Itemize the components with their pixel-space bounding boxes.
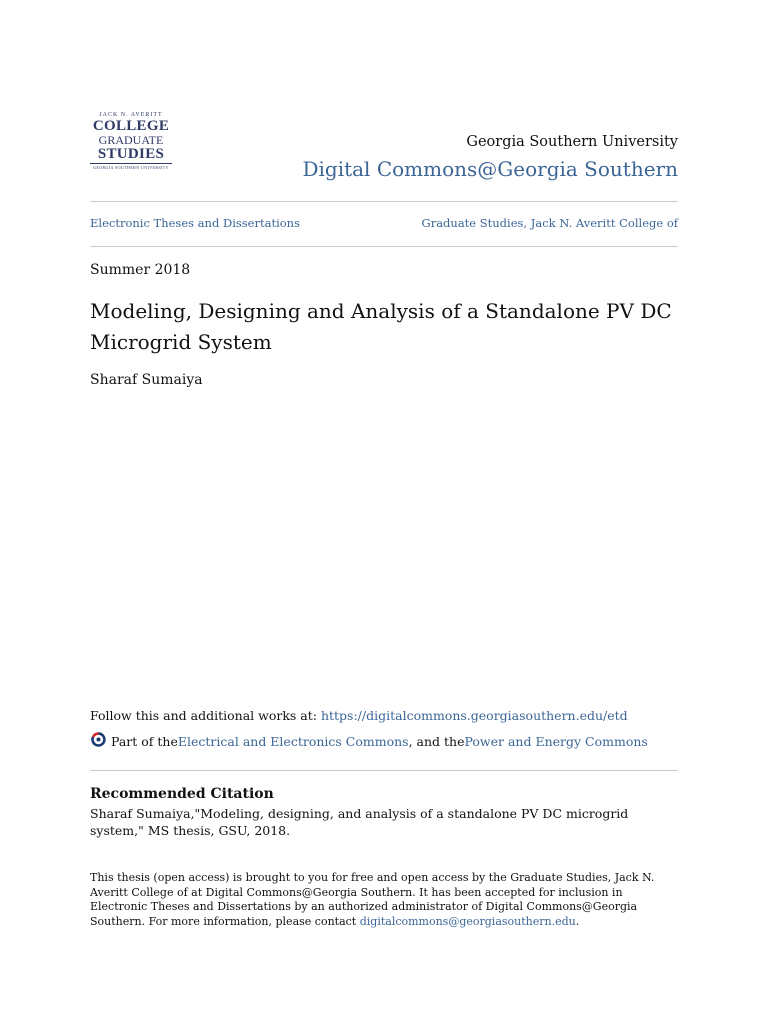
network-commons-icon [90,731,107,748]
breadcrumb-collection-link[interactable]: Electronic Theses and Dissertations [90,216,300,230]
follow-url-link[interactable]: https://digitalcommons.georgiasouthern.edu/etd [320,708,628,723]
divider-top [90,201,678,202]
publication-date: Summer 2018 [90,262,191,278]
part-of-prefix: Part of the [111,734,178,749]
college-logo[interactable] [90,111,172,179]
document-author: Sharaf Sumaiya [90,372,203,388]
citation-heading: Recommended Citation [90,786,274,802]
follow-line [90,708,628,723]
university-name: Georgia Southern University [466,134,678,150]
citation-text: Sharaf Sumaiya,"Modeling, designing, and analysis of a standalone PV DC microgrid system," MS thesis, GSU, 2018. [90,806,629,838]
access-notice-text: This thesis (open access) is brought to you for free and open access by the Graduate Studies, Jack N. Averitt College of at Digital Commons@Georgia Southern. It has been accepted for inclusion in Electronic Theses and Dissertations by an authorized administrator of Digital Commons@Georgia Southern. For more information, please contact [90,871,655,928]
logo-rule [90,163,172,164]
follow-prefix: Follow this and additional works at: [90,708,321,723]
logo-line-2: COLLEGE [92,118,170,134]
logo-line-4: STUDIES [97,146,165,162]
divider-citation [90,770,678,771]
part-of-middle: , and the [408,734,465,749]
access-notice-end: . [575,914,580,928]
logo-line-5: GEORGIA SOUTHERN UNIVERSITY [93,165,169,170]
repository-link[interactable]: Digital Commons@Georgia Southern [302,157,678,181]
part-of-line [90,733,648,750]
logo-line-1: JACK N. AVERITT [99,112,163,118]
electrical-commons-link[interactable]: Electrical and Electronics Commons [177,734,409,749]
logo-line-3: GRADUATE [98,133,164,147]
access-notice [90,871,670,929]
power-energy-commons-link[interactable]: Power and Energy Commons [464,734,648,749]
breadcrumb-college-link[interactable]: Graduate Studies, Jack N. Averitt College of [421,216,678,230]
document-title: Modeling, Designing and Analysis of a Standalone PV DC Microgrid System [90,299,672,354]
contact-email-link[interactable]: digitalcommons@georgiasouthern.edu [359,914,576,928]
divider-breadcrumb [90,246,678,247]
